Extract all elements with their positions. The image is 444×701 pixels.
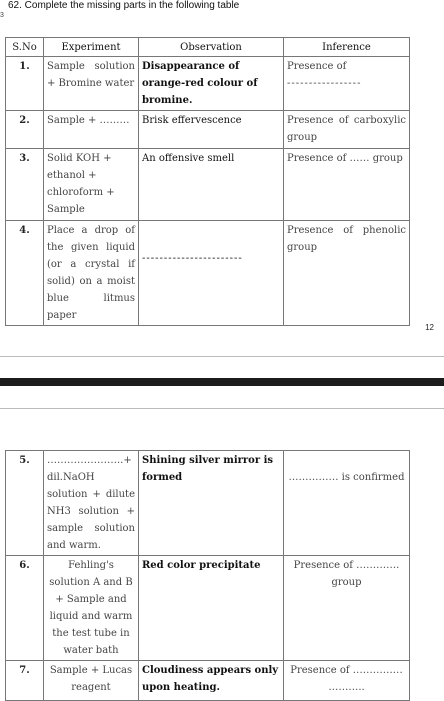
inference-text: Presence of …………… xyxy=(290,665,403,676)
observation-cell: Cloudiness appears only upon heating. xyxy=(139,661,284,701)
inference-cell: Presence of phenolic group xyxy=(284,221,410,326)
inference-cell: Presence of …………. group xyxy=(284,556,410,661)
experiment-line: Solid KOH + xyxy=(47,153,112,164)
table-row xyxy=(6,661,410,701)
observation-cell: ----------------------- xyxy=(139,221,284,326)
row-number: 7. xyxy=(6,661,44,701)
table-row xyxy=(6,556,410,661)
table-row xyxy=(6,111,410,149)
experiment-line: chloroform + xyxy=(47,187,115,198)
observation-cell: Disappearance of orange-red colour of bromine. xyxy=(139,57,284,111)
row-number: 2. xyxy=(6,111,44,149)
divider xyxy=(0,408,444,409)
header-observation: Observation xyxy=(139,38,284,57)
row-number: 1. xyxy=(6,57,44,111)
header-row xyxy=(6,38,410,57)
blank-line: ----------------- xyxy=(287,78,362,89)
experiment-cell: …………………..+ dil.NaOH solution + dilute NH3 solution + sample solution and warm. xyxy=(44,451,139,556)
row-number: 6. xyxy=(6,556,44,661)
header-inference: Inference xyxy=(284,38,410,57)
header-experiment: Experiment xyxy=(44,38,139,57)
observation-cell: An offensive smell xyxy=(139,149,284,221)
inference-cell: Presence of …… group xyxy=(284,149,410,221)
divider xyxy=(0,356,444,357)
header-sno: S.No xyxy=(6,38,44,57)
page-break-bar xyxy=(0,378,444,386)
table-row xyxy=(6,149,410,221)
experiment-cell: Fehling's solution A and B + Sample and liquid and warm the test tube in water bath xyxy=(44,556,139,661)
row-number: 5. xyxy=(6,451,44,556)
observation-cell: Shining silver mirror is formed xyxy=(139,451,284,556)
inference-cell xyxy=(284,57,410,111)
observation-cell: Red color precipitate xyxy=(139,556,284,661)
experiment-line-wrap xyxy=(47,167,135,184)
experiment-line: Sample xyxy=(47,204,85,215)
inference-cell: …………… is confirmed xyxy=(284,451,410,556)
experiment-cell: Sample + ……… xyxy=(44,111,139,149)
experiment-line: ethanol + xyxy=(47,170,97,181)
question-title: 62. Complete the missing parts in the following table xyxy=(8,0,240,11)
top-table xyxy=(5,37,410,326)
table-row xyxy=(6,57,410,111)
blank-line: ……….. xyxy=(328,682,365,693)
experiment-cell xyxy=(44,149,139,221)
row-number: 3. xyxy=(6,149,44,221)
inference-text: Presence of xyxy=(287,61,347,72)
observation-cell: Brisk effervescence xyxy=(139,111,284,149)
experiment-cell: Sample + Lucas reagent xyxy=(44,661,139,701)
experiment-cell: Sample solution + Bromine water xyxy=(44,57,139,111)
experiment-cell: Place a drop of the given liquid (or a crystal if solid) on a moist blue litmus paper xyxy=(44,221,139,326)
page-number: 12 xyxy=(425,323,434,332)
table-row xyxy=(6,221,410,326)
inference-cell: Presence of carboxylic group xyxy=(284,111,410,149)
page-marker: 3 xyxy=(0,12,4,19)
inference-cell xyxy=(284,661,410,701)
bottom-table xyxy=(5,450,410,701)
table-row xyxy=(6,451,410,556)
row-number: 4. xyxy=(6,221,44,326)
